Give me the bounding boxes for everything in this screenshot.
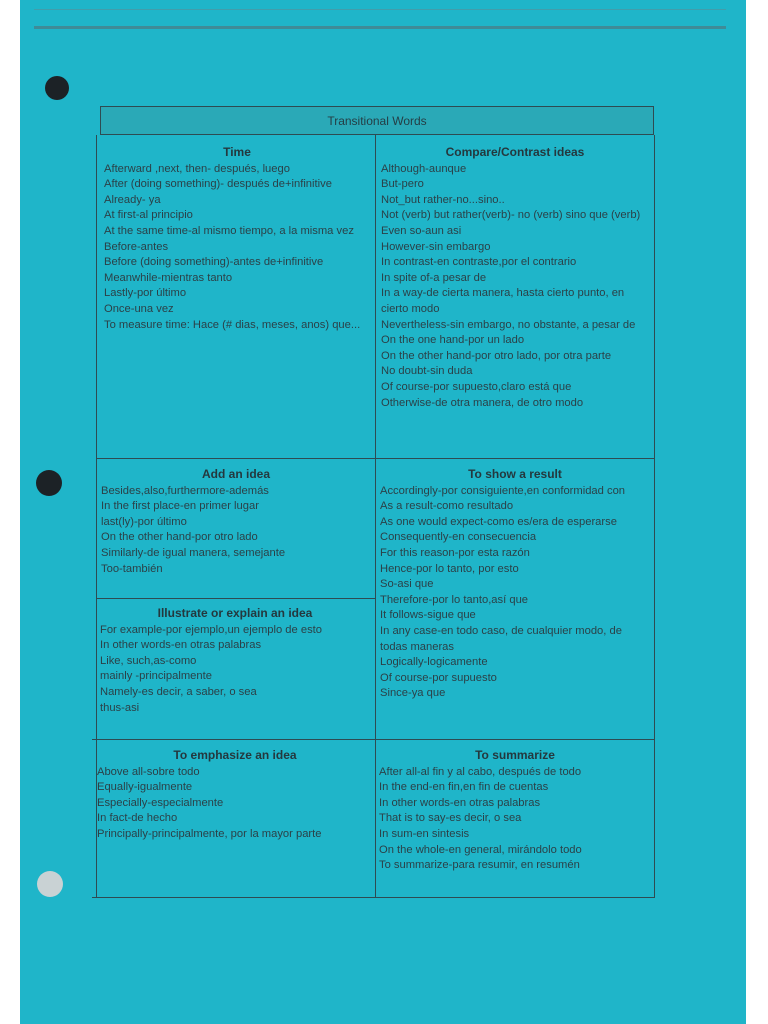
list-item: On the other hand-por otro lado, por otra parte bbox=[381, 349, 612, 362]
list-item: In spite of-a pesar de bbox=[381, 271, 487, 284]
list-item: After all-al fin y al cabo, después de todo bbox=[379, 765, 582, 778]
list-item: Consequently-en consecuencia bbox=[380, 531, 537, 544]
list-item: Principally-principalmente, por la mayor parte bbox=[97, 827, 322, 840]
list-item: mainly -principalmente bbox=[100, 670, 212, 683]
list-summarize bbox=[379, 765, 651, 874]
list-item: Afterward ,next, then- después, luego bbox=[104, 162, 290, 175]
cell-add-idea bbox=[101, 467, 371, 577]
list-item: That is to say-es decir, o sea bbox=[379, 812, 522, 825]
list-item: Of course-por supuesto bbox=[380, 671, 497, 684]
cell-illustrate-explain bbox=[100, 606, 370, 716]
list-item: In fact-de hecho bbox=[97, 812, 178, 825]
list-item: Otherwise-de otra manera, de otro modo bbox=[381, 396, 584, 409]
list-item: Especially-especialmente bbox=[97, 796, 224, 809]
list-item: Above all-sobre todo bbox=[97, 765, 200, 778]
cell-summarize bbox=[379, 748, 651, 874]
list-item: Nevertheless-sin embargo, no obstante, a pesar de bbox=[381, 318, 636, 331]
list-item: At the same time-al mismo tiempo, a la misma vez bbox=[104, 224, 354, 237]
list-item: Once-una vez bbox=[104, 302, 174, 315]
list-add-idea bbox=[101, 484, 371, 578]
list-item: Even so-aun asi bbox=[381, 224, 462, 237]
list-item: In other words-en otras palabras bbox=[100, 639, 262, 652]
list-item: On the one hand-por un lado bbox=[381, 334, 525, 347]
cell-show-result bbox=[380, 467, 650, 702]
list-item: On the other hand-por otro lado bbox=[101, 531, 258, 544]
heading-compare-contrast: Compare/Contrast ideas bbox=[445, 145, 585, 159]
list-item: Since-ya que bbox=[380, 687, 446, 700]
punch-hole-bottom bbox=[37, 871, 63, 897]
row-divider-1 bbox=[96, 458, 655, 459]
list-item: thus-asi bbox=[100, 701, 140, 714]
list-item: As one would expect-como es/era de esperarse bbox=[380, 515, 617, 528]
list-item: Before (doing something)-antes de+infinitive bbox=[104, 256, 324, 269]
top-rule-line bbox=[34, 9, 726, 10]
list-item: It follows-sigue que bbox=[380, 609, 476, 622]
list-item: Before-antes bbox=[104, 240, 169, 253]
list-item: As a result-como resultado bbox=[380, 500, 514, 513]
heading-show-result: To show a result bbox=[468, 467, 562, 481]
top-rule-bold-line bbox=[34, 26, 726, 29]
heading-illustrate-explain: Illustrate or explain an idea bbox=[157, 606, 313, 620]
list-item: Namely-es decir, a saber, o sea bbox=[100, 685, 257, 698]
list-show-result bbox=[380, 484, 650, 702]
heading-add-idea: Add an idea bbox=[201, 467, 270, 481]
list-item: Therefore-por lo tanto,así que bbox=[380, 593, 529, 606]
row-divider-3 bbox=[92, 739, 655, 740]
cell-emphasize bbox=[97, 748, 373, 843]
heading-emphasize: To emphasize an idea bbox=[173, 748, 297, 762]
list-item: Too-también bbox=[101, 562, 163, 575]
heading-summarize: To summarize bbox=[475, 748, 555, 762]
list-emphasize bbox=[97, 765, 373, 843]
list-item: Logically-logicamente bbox=[380, 656, 488, 669]
list-time bbox=[104, 162, 370, 334]
list-item: For this reason-por esta razón bbox=[380, 546, 530, 559]
list-item: Not_but rather-no...sino.. bbox=[381, 193, 505, 206]
cell-compare-contrast bbox=[381, 145, 649, 411]
table-title: Transitional Words bbox=[100, 106, 654, 135]
list-item: Lastly-por último bbox=[104, 287, 187, 300]
list-item: At first-al principio bbox=[104, 209, 193, 222]
list-item: To summarize-para resumir, en resumén bbox=[379, 859, 580, 872]
list-item: In contrast-en contraste,por el contrario bbox=[381, 256, 577, 269]
list-item: Like, such,as-como bbox=[100, 654, 197, 667]
list-item: To measure time: Hace (# dias, meses, anos) que... bbox=[104, 318, 361, 331]
list-item: In any case-en todo caso, de cualquier modo, de todas maneras bbox=[380, 624, 622, 653]
list-item: However-sin embargo bbox=[381, 240, 491, 253]
list-item: Meanwhile-mientras tanto bbox=[104, 271, 233, 284]
list-item: Already- ya bbox=[104, 193, 161, 206]
list-item: But-pero bbox=[381, 178, 424, 191]
list-item: So-asi que bbox=[380, 578, 434, 591]
table-bottom-border bbox=[92, 897, 655, 898]
list-item: After (doing something)- después de+infinitive bbox=[104, 178, 332, 191]
list-item: In sum-en sintesis bbox=[379, 827, 470, 840]
list-item: Similarly-de igual manera, semejante bbox=[101, 546, 286, 559]
list-item: last(ly)-por último bbox=[101, 515, 187, 528]
list-item: No doubt-sin duda bbox=[381, 365, 473, 378]
list-compare-contrast bbox=[381, 162, 649, 412]
list-item: Not (verb) but rather(verb)- no (verb) sino que (verb) bbox=[381, 209, 641, 222]
punch-hole-top bbox=[45, 76, 69, 100]
list-item: In other words-en otras palabras bbox=[379, 796, 541, 809]
list-item: Of course-por supuesto,claro está que bbox=[381, 380, 572, 393]
list-item: Equally-igualmente bbox=[97, 781, 193, 794]
list-item: In the first place-en primer lugar bbox=[101, 500, 259, 513]
list-item: Accordingly-por consiguiente,en conformidad con bbox=[380, 484, 626, 497]
table-right-border bbox=[654, 135, 655, 898]
row-divider-left-2 bbox=[96, 598, 376, 599]
cell-time bbox=[104, 145, 370, 333]
list-item: For example-por ejemplo,un ejemplo de esto bbox=[100, 623, 323, 636]
list-item: Hence-por lo tanto, por esto bbox=[380, 562, 519, 575]
list-item: In a way-de cierta manera, hasta cierto punto, en cierto modo bbox=[381, 287, 625, 315]
list-illustrate-explain bbox=[100, 623, 370, 717]
punch-hole-middle bbox=[36, 470, 62, 496]
list-item: On the whole-en general, mirándolo todo bbox=[379, 843, 582, 856]
list-item: Although-aunque bbox=[381, 162, 467, 175]
table-center-divider bbox=[375, 135, 376, 898]
heading-time: Time bbox=[223, 145, 251, 159]
list-item: Besides,also,furthermore-además bbox=[101, 484, 269, 497]
list-item: In the end-en fin,en fin de cuentas bbox=[379, 781, 549, 794]
